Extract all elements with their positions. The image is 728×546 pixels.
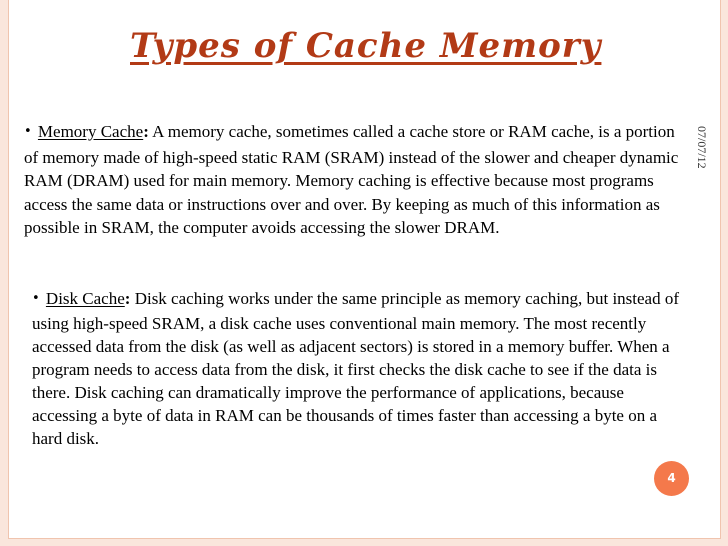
disk-cache-text: Disk caching works under the same principle as memory caching, but instead of using high-speed SRAM, a disk cache uses conventional main memory. The most recently accessed data from the disk (as well as adjacent sectors) is stored in a memory buffer. When a program needs to access data from the disk, it first checks the disk cache to see if the data is there. Disk caching can dramatically improve the performance of applications, because accessing a byte of data in RAM can be thousands of times faster than accessing a byte on a hard disk. (32, 289, 680, 448)
memory-cache-text: A memory cache, sometimes called a cache store or RAM cache, is a portion of memory made of high-speed static RAM (SRAM) instead of the slower and cheaper dynamic RAM (DRAM) used for main memory. Memory caching is effective because most programs access the same data or instructions over and over. By keeping as much of this information as possible in SRAM, the computer avoids accessing the slower DRAM. (24, 122, 679, 237)
memory-cache-colon: : (143, 122, 149, 141)
bullet-icon: • (24, 124, 32, 139)
slide-date: 07/07/12 (695, 126, 709, 169)
slide-frame (8, 0, 721, 539)
disk-cache-colon: : (124, 289, 131, 308)
slide-title: Types of Cache Memory (130, 26, 602, 66)
disk-cache-paragraph (32, 287, 688, 450)
bullet-icon: • (32, 291, 40, 306)
memory-cache-term: Memory Cache (37, 122, 144, 141)
disk-cache-term: Disk Cache (45, 289, 125, 308)
page-number-badge: 4 (654, 461, 689, 496)
memory-cache-paragraph (24, 120, 692, 240)
